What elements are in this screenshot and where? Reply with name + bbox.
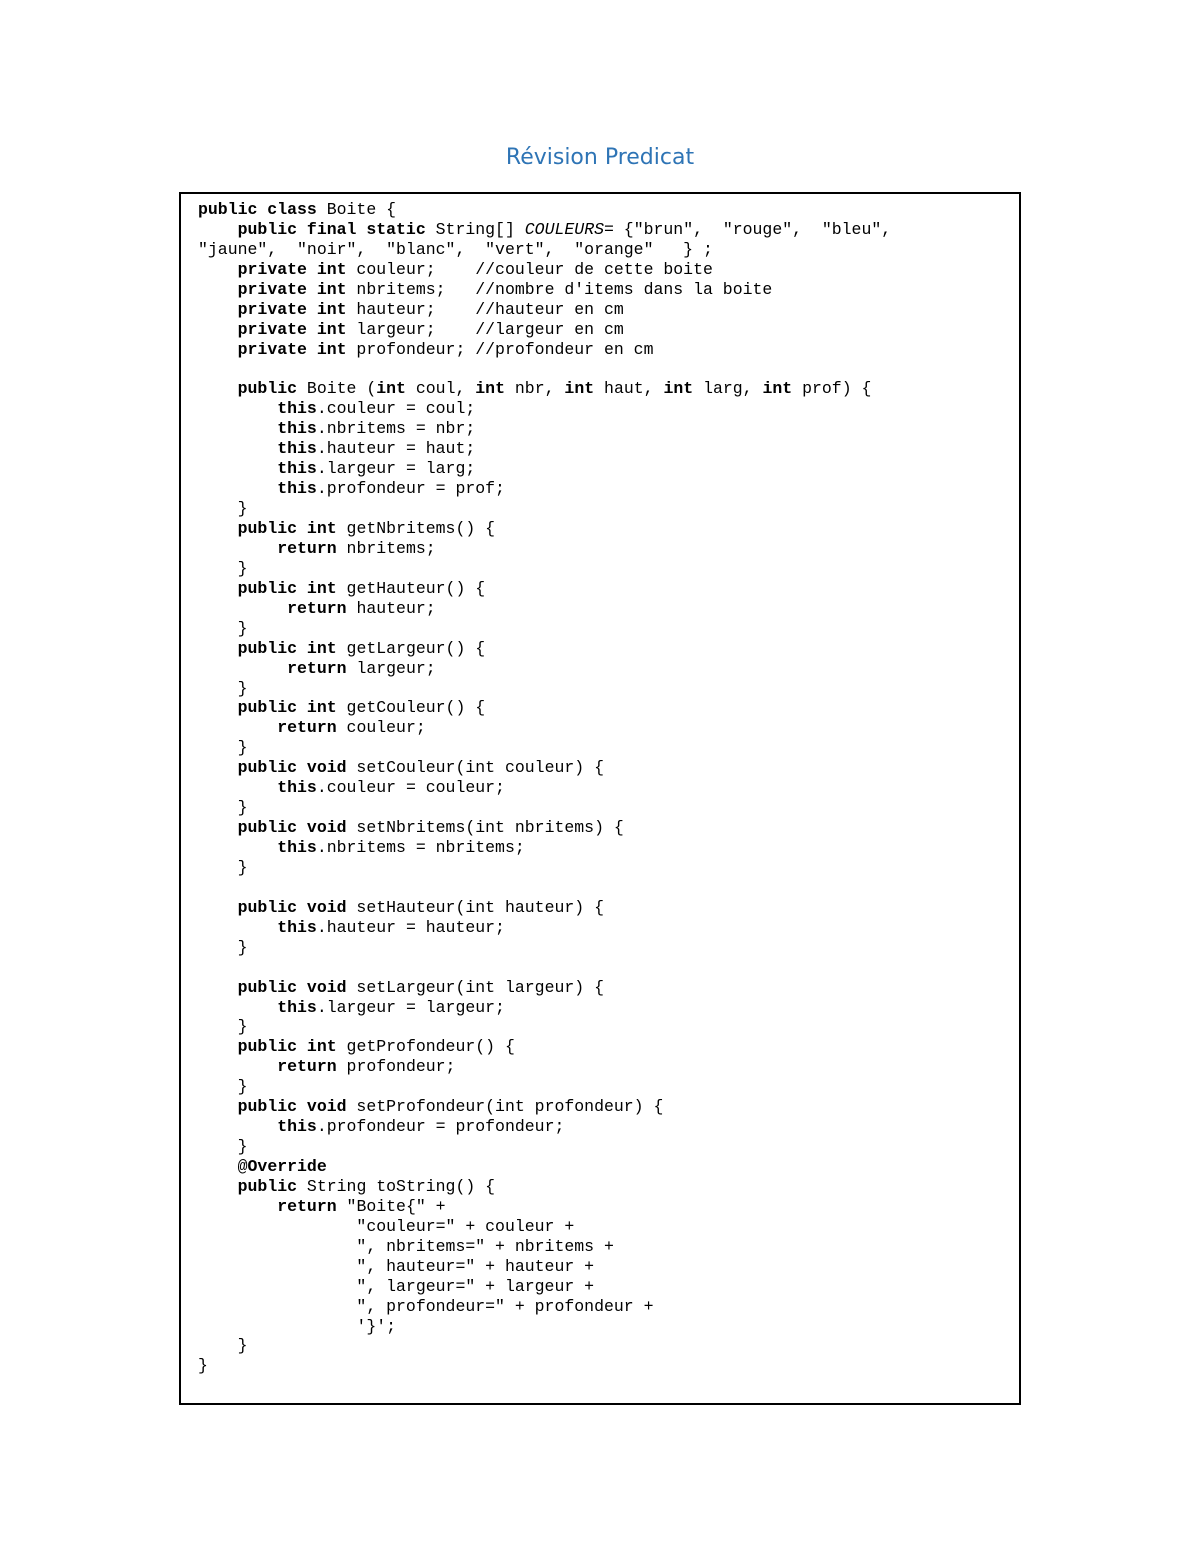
code-line [198, 539, 891, 559]
code-keyword: private int [237, 319, 347, 339]
code-line [198, 998, 891, 1018]
code-text: ", nbritems=" + nbritems + [198, 1236, 614, 1256]
code-text [198, 599, 287, 618]
code-text: .largeur = largeur; [316, 997, 505, 1017]
code-text [198, 1037, 238, 1056]
code-text: } [198, 798, 248, 818]
code-line [198, 738, 891, 758]
page-title: Révision Predicat [505, 145, 695, 170]
code-text: nbr, [505, 379, 565, 399]
code-keyword: return [277, 1057, 337, 1077]
code-text [198, 758, 238, 777]
code-line [198, 1217, 891, 1237]
code-line [198, 220, 891, 240]
code-line [198, 878, 891, 898]
code-text: haut, [594, 379, 664, 399]
code-text [198, 978, 238, 997]
code-block [198, 200, 891, 1376]
code-text: getHauteur() { [336, 578, 486, 598]
code-keyword: this [277, 439, 317, 459]
code-text: } [198, 1336, 248, 1356]
code-keyword: public [237, 1176, 298, 1196]
code-line [198, 340, 891, 360]
code-keyword: return [287, 658, 347, 678]
code-text [198, 818, 238, 837]
code-text: ", largeur=" + largeur + [198, 1276, 595, 1296]
code-text: String[] [425, 219, 525, 239]
code-text: } [198, 1137, 248, 1157]
code-text: String toString() { [297, 1176, 496, 1196]
code-text: .hauteur = hauteur; [316, 917, 505, 937]
code-line [198, 918, 891, 938]
code-text: getNbritems() { [336, 519, 496, 538]
code-line [198, 1037, 891, 1057]
code-line [198, 1117, 891, 1137]
code-keyword: return [287, 598, 347, 618]
code-keyword: this [277, 838, 317, 857]
code-text: } [198, 1356, 208, 1376]
code-keyword: this [277, 479, 317, 499]
code-text: couleur; [336, 718, 426, 738]
code-text [198, 1117, 277, 1136]
code-keyword: Override [247, 1157, 327, 1176]
code-line [198, 1137, 891, 1157]
code-keyword: public int [237, 638, 337, 658]
code-keyword: this [277, 399, 317, 419]
code-keyword: public int [237, 698, 337, 718]
code-text [198, 379, 238, 398]
code-text: @ [198, 1157, 248, 1176]
code-text: .profondeur = prof; [316, 479, 505, 499]
code-line [198, 639, 891, 659]
code-text: setProfondeur(int profondeur) { [346, 1097, 664, 1117]
code-text: } [198, 937, 248, 957]
code-line [198, 818, 891, 838]
code-keyword: public final static [237, 219, 426, 239]
code-text [198, 519, 238, 538]
code-line [198, 1197, 891, 1217]
code-text [198, 320, 238, 339]
code-keyword: public void [237, 818, 347, 838]
code-line [198, 958, 891, 978]
code-text: ", hauteur=" + hauteur + [198, 1256, 595, 1276]
code-text [198, 459, 277, 478]
code-text: hauteur; //hauteur en cm [346, 299, 624, 319]
code-text: setNbritems(int nbritems) { [346, 818, 624, 838]
code-text: } [198, 1077, 248, 1097]
code-line [198, 1177, 891, 1197]
code-text: ", profondeur=" + profondeur + [198, 1296, 654, 1316]
code-text: nbritems; [336, 538, 436, 558]
code-line [198, 260, 891, 280]
code-text: .profondeur = profondeur; [316, 1117, 565, 1137]
code-text: prof) { [792, 379, 872, 399]
code-keyword: private int [237, 339, 347, 359]
code-keyword: this [277, 917, 317, 937]
code-line [198, 479, 891, 499]
code-keyword: return [277, 718, 337, 738]
code-text: setHauteur(int hauteur) { [346, 897, 604, 917]
code-text: couleur; //couleur de cette boite [346, 259, 713, 279]
code-line [198, 798, 891, 818]
code-keyword: private int [237, 259, 347, 279]
code-text [198, 998, 277, 1017]
code-keyword: public void [237, 977, 347, 997]
code-line [198, 679, 891, 699]
code-line [198, 320, 891, 340]
code-line [198, 379, 891, 399]
code-text [198, 579, 238, 598]
code-text [198, 1197, 277, 1216]
code-text [198, 280, 238, 299]
code-keyword: return [277, 538, 337, 558]
code-line [198, 659, 891, 679]
code-line [198, 1237, 891, 1257]
code-text: } [198, 558, 248, 578]
code-line [198, 938, 891, 958]
code-text: getProfondeur() { [336, 1037, 515, 1057]
code-line [198, 858, 891, 878]
code-text: } [198, 857, 248, 877]
code-keyword: this [277, 778, 317, 798]
code-text [198, 439, 277, 458]
code-text: profondeur; [336, 1057, 456, 1077]
code-line [198, 898, 891, 918]
code-keyword: this [277, 459, 317, 479]
code-text: .nbritems = nbritems; [316, 838, 525, 857]
code-line [198, 599, 891, 619]
code-text: .largeur = larg; [316, 459, 476, 479]
code-keyword: private int [237, 279, 347, 299]
code-text [198, 399, 277, 418]
code-text: "Boite{" + [336, 1196, 446, 1216]
code-line [198, 459, 891, 479]
code-text: largeur; //largeur en cm [346, 319, 624, 339]
code-text: larg, [693, 379, 763, 399]
code-text: setLargeur(int largeur) { [346, 977, 604, 997]
code-line [198, 1257, 891, 1277]
code-keyword: public void [237, 897, 347, 917]
code-text: hauteur; [346, 598, 436, 618]
code-text: largeur; [346, 658, 436, 678]
code-text: = {"brun", "rouge", "bleu", [604, 219, 892, 239]
code-text [198, 918, 277, 937]
code-text: COULEURS [524, 219, 604, 239]
code-line [198, 240, 891, 260]
code-line [198, 360, 891, 380]
code-line [198, 978, 891, 998]
code-keyword: int [475, 379, 505, 399]
code-line [198, 758, 891, 778]
code-text [198, 479, 277, 498]
code-keyword: public [237, 379, 298, 399]
code-keyword: int [762, 379, 793, 399]
code-line [198, 1356, 891, 1376]
code-text [198, 419, 277, 438]
code-line [198, 419, 891, 439]
code-text: "couleur=" + couleur + [198, 1216, 575, 1236]
code-text: '}'; [198, 1316, 397, 1336]
code-line [198, 698, 891, 718]
code-text: "jaune", "noir", "blanc", "vert", "orange" } ; [198, 239, 713, 259]
code-text: .nbritems = nbr; [316, 419, 476, 439]
code-line [198, 1277, 891, 1297]
code-line [198, 1157, 891, 1177]
code-text [198, 718, 277, 737]
code-text [198, 659, 287, 678]
code-keyword: private int [237, 299, 347, 319]
code-line [198, 1017, 891, 1037]
code-text [198, 639, 238, 658]
code-line [198, 519, 891, 539]
code-keyword: int [376, 379, 406, 399]
code-text: } [198, 618, 248, 638]
code-line [198, 200, 891, 220]
code-line [198, 300, 891, 320]
code-text: .hauteur = haut; [316, 439, 476, 459]
code-text [198, 539, 277, 558]
code-keyword: this [277, 1117, 317, 1137]
code-text: } [198, 738, 248, 758]
code-text: .couleur = couleur; [316, 778, 505, 798]
code-keyword: return [277, 1196, 337, 1216]
code-keyword: this [277, 419, 317, 439]
code-line [198, 1336, 891, 1356]
code-keyword: int [663, 379, 694, 399]
code-line [198, 778, 891, 798]
code-text: } [198, 1017, 248, 1037]
code-text [198, 698, 238, 717]
code-text [198, 220, 238, 239]
code-line [198, 1077, 891, 1097]
code-text: Boite ( [297, 379, 377, 399]
code-text: Boite { [316, 200, 397, 219]
code-line [198, 619, 891, 639]
code-keyword: public int [237, 578, 337, 598]
code-text [198, 778, 277, 797]
code-text: } [198, 678, 248, 698]
code-line [198, 439, 891, 459]
code-text [198, 838, 277, 857]
code-text: } [198, 499, 248, 519]
code-text: getCouleur() { [336, 698, 486, 718]
code-text: nbritems; //nombre d'items dans la boite [346, 279, 773, 299]
code-keyword: this [277, 997, 317, 1017]
code-text [198, 898, 238, 917]
code-line [198, 559, 891, 579]
code-text: profondeur; //profondeur en cm [346, 339, 654, 359]
code-line [198, 718, 891, 738]
code-text [198, 300, 238, 319]
code-keyword: public class [198, 200, 317, 219]
code-keyword: public void [237, 1097, 347, 1117]
code-text [198, 260, 238, 279]
code-keyword: int [564, 379, 595, 399]
code-line [198, 1297, 891, 1317]
code-text: setCouleur(int couleur) { [346, 758, 604, 778]
code-line [198, 579, 891, 599]
code-text [198, 340, 238, 359]
code-text: .couleur = coul; [316, 399, 476, 419]
code-text [198, 1177, 238, 1196]
code-line [198, 1097, 891, 1117]
code-line [198, 1057, 891, 1077]
code-text [198, 1097, 238, 1116]
code-line [198, 1317, 891, 1337]
code-line [198, 499, 891, 519]
code-line [198, 399, 891, 419]
code-text: coul, [405, 379, 476, 399]
code-keyword: public int [237, 1037, 337, 1057]
code-keyword: public int [237, 519, 337, 538]
code-text [198, 1057, 277, 1076]
code-text: getLargeur() { [336, 638, 486, 658]
code-line [198, 280, 891, 300]
code-line [198, 838, 891, 858]
code-keyword: public void [237, 758, 347, 778]
